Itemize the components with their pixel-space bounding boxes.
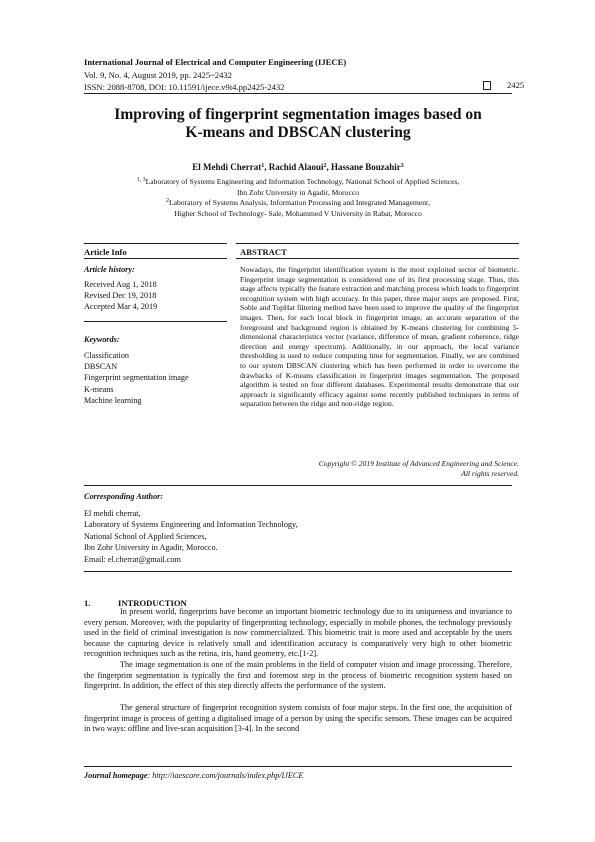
author-name: Hassane Bouzahir — [331, 162, 401, 172]
homepage-link[interactable]: http://iaescore.com/journals/index.php/IJECE — [152, 771, 304, 780]
volume-info: Vol. 9, No. 4, August 2019, pp. 2425~2432 — [84, 70, 232, 80]
header-rule — [84, 93, 512, 94]
received-date: Received Aug 1, 2018 — [84, 280, 157, 289]
article-history — [84, 279, 157, 313]
intro-paragraph-1: In present world, fingerprints have become an important biometric technology due to its uniqueness and invariance to every person. Moreover, with the popularity of fingerprinting technology, especially in mobile phones, the technology previously used in the field of criminal investigation is now commercialized. This biometric trait is more used and acceptable by the users because the capturing device is relatively small and identification accuracy is comparatively very high to other biometric recognition techniques such as the retina, iris, hand geometry, etc.[1-2]. — [84, 607, 512, 658]
article-history-heading: Article history: — [84, 265, 135, 274]
author-name: Rachid Alaoui — [268, 162, 324, 172]
abstract-heading: ABSTRACT — [240, 247, 287, 257]
affiliation-1: $^{1, 3}$Laboratory of Systems Engineering and Information Technology, National School of Applied Sciences, Ibn Zohr University in Agadir, Morocco — [136, 177, 460, 197]
author-sup: 1 — [261, 163, 265, 169]
corresponding-line: El mehdi cherrat, — [84, 509, 141, 518]
section-number: 1. — [84, 598, 91, 608]
info-bottom-rule — [84, 485, 512, 486]
keyword-item: Classification — [84, 351, 130, 360]
corresponding-email: Email: el.cherrat@gmail.com — [84, 554, 181, 564]
corresponding-line: Laboratory of Systems Engineering and Information Technology, — [84, 520, 298, 530]
paper-title — [84, 106, 512, 142]
journal-name: International Journal of Electrical and Computer Engineering (IJECE) — [84, 57, 347, 67]
abstract-top-rule — [236, 243, 519, 244]
corresponding-line: Ibn Zohr University in Agadir, Morocco. — [84, 543, 218, 553]
corresponding-rule — [84, 571, 512, 572]
affiliation-2: $^2$Laboratory of Systems Analysis, Information Processing and Integrated Management, Higher School of Technology- Sale, Mohammed V University in Rabat, Morocco — [165, 198, 431, 218]
title-line-1: Improving of fingerprint segmentation images based on — [114, 106, 482, 123]
header-right — [483, 80, 524, 90]
keyword-list — [84, 350, 189, 406]
intro-paragraph-2: The image segmentation is one of the main problems in the field of computer vision and image processing. Therefore, the fingerprint segmentation is typically the first and foremost step in the process of biometric recognition system based on fingerprint. In addition, the effect of this step directly affects the performance of the system. — [84, 660, 512, 690]
abstract-sub-rule — [236, 258, 519, 259]
article-info-sub-rule — [84, 258, 227, 259]
journal-homepage: Journal homepage: http://iaescore.com/journals/index.php/IJECE — [84, 771, 304, 780]
article-info-heading: Article Info — [84, 247, 127, 257]
revised-date: Revised Dec 19, 2018 — [84, 291, 157, 301]
article-info-top-rule — [84, 243, 227, 244]
section-title: INTRODUCTION — [118, 598, 187, 608]
footer-rule — [84, 766, 512, 767]
history-rule — [84, 321, 227, 322]
abstract-body: Nowadays, the fingerprint identification system is the most exploited sector of biometric. Fingerprint image segmentation is considered one of its first processing stage. Thus, this stage affects typically the feature extraction and matching process which leads to fingerprint recognition system with high accuracy. In this paper, three major steps are proposed. First, Soble and TopHat filtering method have been used to improve the quality of the fingerprint images. Then, for each local block in fingerprint image, an accurate separation of the foreground and background region is obtained by K-means clustering for combining 5-dimensional characteristics vector (variance, difference of mean, gradient coherence, ridge direction and energy spectrum). Additionally, in our approach, the local variance thresholding is used to reduce computing time for segmentation. Finally, we are combined to our system DBSCAN clustering which has been performed in order to overcome the drawbacks of K-means classification in fingerprint images segmentation. The proposed algorithm is tested on four different databases. Experimental results demonstrate that our approach is significantly efficacy against some recently published techniques in terms of separation between the ridge and non-ridge region. — [240, 265, 519, 409]
square-icon — [483, 81, 491, 90]
author-name: El Mehdi Cherrat — [192, 162, 262, 172]
keyword-item: Machine learning — [84, 395, 142, 405]
keywords-heading: Keywords: — [84, 335, 120, 344]
author-list: El Mehdi Cherrat$^1$, Rachid Alaoui$^2$, Hassane Bouzahir$^3$ — [192, 162, 404, 172]
page-number: 2425 — [507, 80, 525, 90]
title-line-2: K-means and DBSCAN clustering — [185, 124, 411, 141]
issn-doi: ISSN: 2088-8708, DOI: 10.11591/ijece.v9i4.pp2425-2432 — [84, 82, 285, 92]
intro-paragraph-3: The general structure of fingerprint recognition system consists of four major steps. In the first one, the acquisition of fingerprint image is process of getting a digitalised image of a person by using the specific sensors. These images can be acquired in two ways: offline and live-scan acquisition [3-4]. In the second — [84, 703, 512, 733]
accepted-date: Accepted Mar 4, 2019 — [84, 302, 158, 312]
homepage-label: Journal homepage — [84, 771, 148, 780]
author-sup: 2 — [323, 163, 327, 169]
author-sup: 3 — [400, 163, 404, 169]
copyright-notice: Copyright © 2019 Institute of Advanced Engineering and Science. All rights reserved. — [318, 459, 519, 478]
keyword-item: K-means — [84, 384, 114, 394]
corresponding-heading: Corresponding Author: — [84, 492, 164, 501]
keyword-item: DBSCAN — [84, 362, 118, 372]
corresponding-details — [84, 508, 298, 565]
corresponding-line: National School of Applied Sciences, — [84, 531, 207, 541]
keyword-item: Fingerprint segmentation image — [84, 373, 189, 383]
